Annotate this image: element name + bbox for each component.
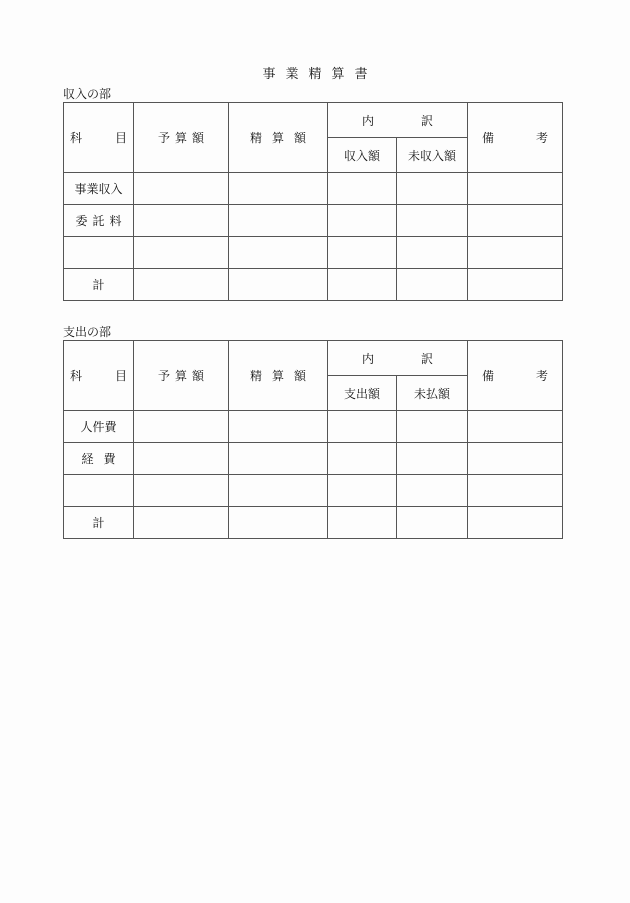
income-header-item: 科 目	[64, 103, 134, 173]
expense-header-item: 科 目	[64, 341, 134, 411]
cell-paid[interactable]	[328, 475, 397, 507]
cell-settlement[interactable]	[229, 205, 328, 237]
cell-remarks[interactable]	[468, 475, 563, 507]
cell-received[interactable]	[328, 173, 397, 205]
expense-header-breakdown: 内 訳	[328, 341, 468, 376]
cell-remarks[interactable]	[468, 205, 563, 237]
cell-remarks[interactable]	[468, 173, 563, 205]
expense-header-budget: 予算額	[134, 341, 229, 411]
cell-received[interactable]	[328, 237, 397, 269]
expense-header-remarks: 備 考	[468, 341, 563, 411]
income-header-remarks: 備 考	[468, 103, 563, 173]
cell-unreceived[interactable]	[397, 237, 468, 269]
cell-budget[interactable]	[134, 507, 229, 539]
income-header-received: 収入額	[328, 138, 397, 173]
cell-remarks[interactable]	[468, 443, 563, 475]
row-label	[64, 475, 134, 507]
table-row	[64, 205, 563, 237]
cell-budget[interactable]	[134, 443, 229, 475]
document-title: 事業精算書	[262, 67, 378, 82]
table-row	[64, 443, 563, 475]
cell-paid[interactable]	[328, 411, 397, 443]
cell-paid[interactable]	[328, 507, 397, 539]
row-label-total: 計	[64, 269, 134, 301]
cell-remarks[interactable]	[468, 507, 563, 539]
income-section-label: 収入の部	[63, 87, 112, 101]
table-row	[64, 173, 563, 205]
cell-budget[interactable]	[134, 411, 229, 443]
expense-header-unpaid: 未払額	[397, 376, 468, 411]
expense-section-label: 支出の部	[63, 325, 112, 339]
cell-budget[interactable]	[134, 475, 229, 507]
cell-settlement[interactable]	[229, 411, 328, 443]
row-label: 委託料	[64, 205, 134, 237]
cell-budget[interactable]	[134, 269, 229, 301]
expense-table	[63, 340, 563, 539]
table-row-total	[64, 269, 563, 301]
table-row	[64, 475, 563, 507]
cell-unreceived[interactable]	[397, 205, 468, 237]
cell-received[interactable]	[328, 205, 397, 237]
cell-settlement[interactable]	[229, 475, 328, 507]
cell-unpaid[interactable]	[397, 507, 468, 539]
table-row	[64, 411, 563, 443]
cell-settlement[interactable]	[229, 443, 328, 475]
income-header-breakdown: 内 訳	[328, 103, 468, 138]
cell-settlement[interactable]	[229, 237, 328, 269]
row-label: 人件費	[64, 411, 134, 443]
cell-unpaid[interactable]	[397, 411, 468, 443]
table-row-total	[64, 507, 563, 539]
row-label: 事業収入	[64, 173, 134, 205]
cell-settlement[interactable]	[229, 507, 328, 539]
cell-unpaid[interactable]	[397, 475, 468, 507]
row-label	[64, 237, 134, 269]
table-row	[64, 237, 563, 269]
cell-budget[interactable]	[134, 205, 229, 237]
cell-budget[interactable]	[134, 173, 229, 205]
cell-received[interactable]	[328, 269, 397, 301]
income-table	[63, 102, 563, 301]
expense-header-paid: 支出額	[328, 376, 397, 411]
cell-paid[interactable]	[328, 443, 397, 475]
cell-budget[interactable]	[134, 237, 229, 269]
cell-unreceived[interactable]	[397, 173, 468, 205]
row-label: 経費	[64, 443, 134, 475]
row-label-total: 計	[64, 507, 134, 539]
cell-remarks[interactable]	[468, 269, 563, 301]
cell-settlement[interactable]	[229, 269, 328, 301]
cell-remarks[interactable]	[468, 237, 563, 269]
cell-unpaid[interactable]	[397, 443, 468, 475]
cell-remarks[interactable]	[468, 411, 563, 443]
cell-unreceived[interactable]	[397, 269, 468, 301]
income-header-unreceived: 未収入額	[397, 138, 468, 173]
cell-settlement[interactable]	[229, 173, 328, 205]
income-header-settlement: 精算額	[229, 103, 328, 173]
expense-header-settlement: 精算額	[229, 341, 328, 411]
income-header-budget: 予算額	[134, 103, 229, 173]
